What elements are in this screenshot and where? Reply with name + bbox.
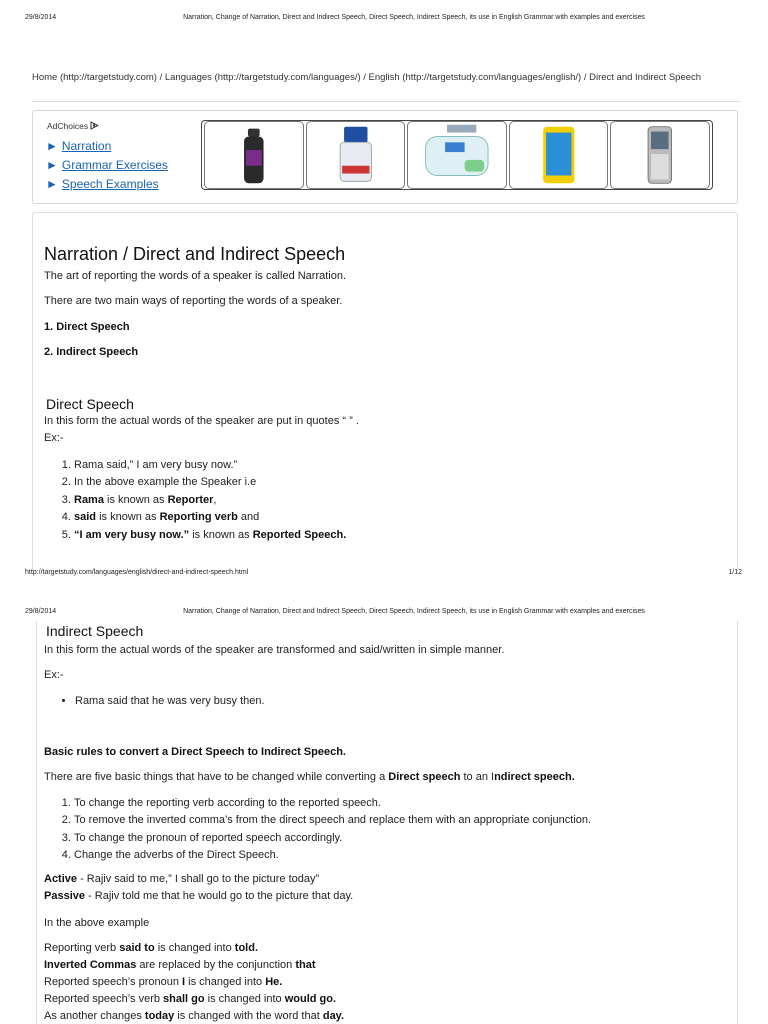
page-number: 1/12 [728,569,742,576]
list-item: 3. Rama is known as Reporter, [74,492,346,509]
change-line: Reported speech’s verb shall go is changed into would go. [44,993,337,1005]
intro-text-2: There are two main ways of reporting the words of a speaker. [44,295,343,307]
direct-examples [44,457,346,544]
rules-list [44,795,591,865]
print-title: Narration, Change of Narration, Direct and Indirect Speech, Direct Speech, Indirect Speech, its use in English Grammar with examples and exercises [183,14,645,21]
smartphone-icon [510,122,608,188]
list-item: 3. To change the pronoun of reported speech accordingly. [74,830,591,847]
list-item: 2. To remove the inverted comma’s from the direct speech and replace them with an appropriate conjunction. [74,812,591,829]
section-heading-direct: Direct Speech [46,396,134,412]
print-footer [0,569,768,581]
rules-intro: There are five basic things that have to be changed while converting a Direct speech to an Indirect speech. [44,771,575,783]
passive-example: Passive - Rajiv told me that he would go to the picture that day. [44,890,354,902]
ad-link-speech-examples[interactable]: ► Speech Examples [46,175,168,194]
adchoices-label[interactable]: AdChoices [47,121,99,131]
adchoices-icon [90,121,99,130]
list-item: 2. Indirect Speech [44,346,139,358]
ad-link-grammar-exercises[interactable]: ► Grammar Exercises [46,156,168,175]
product-phone-yellow[interactable] [509,121,609,189]
print-date: 29/8/2014 [25,608,57,615]
product-water-bottle[interactable] [204,121,304,189]
arrow-icon: ► [46,158,58,172]
purifier-icon [408,122,506,188]
indirect-text: In this form the actual words of the speaker are transformed and said/written in simple manner. [44,644,505,656]
product-carousel [201,120,713,190]
change-line: Reported speech’s pronoun I is changed into He. [44,976,283,988]
list-item: 2. In the above example the Speaker i.e [74,474,346,491]
ad-link-narration[interactable]: ► Narration [46,137,168,156]
list-item: 1. To change the reporting verb according to the reported speech. [74,795,591,812]
print-header [0,608,768,620]
product-water-purifier[interactable] [407,121,507,189]
example-label: Ex:- [44,432,64,444]
page-title: Narration / Direct and Indirect Speech [44,244,346,264]
list-item: 4. Change the adverbs of the Direct Speech. [74,847,591,864]
indirect-examples [44,693,265,710]
list-item: • Rama said that he was very busy then. [75,693,265,710]
list-item: 4. said is known as Reporting verb and [74,509,346,526]
change-line: Reporting verb said to is changed into told. [44,942,259,954]
print-title: Narration, Change of Narration, Direct and Indirect Speech, Direct Speech, Indirect Speech, its use in English Grammar with examples and exercises [183,608,645,615]
ad-links [46,137,168,194]
rules-heading: Basic rules to convert a Direct Speech to Indirect Speech. [44,746,346,758]
change-line: As another changes today is changed with the word that day. [44,1010,345,1022]
direct-text: In this form the actual words of the speaker are put in quotes “ ” . [44,415,359,427]
change-line: Inverted Commas are replaced by the conjunction that [44,959,316,971]
product-cosmetic-jar[interactable] [306,121,406,189]
product-phone-grey[interactable] [610,121,710,189]
arrow-icon: ► [46,139,58,153]
divider [32,101,740,102]
above-example-text: In the above example [44,917,150,929]
list-item: 1. Rama said,” I am very busy now.” [74,457,346,474]
breadcrumb[interactable]: Home (http://targetstudy.com) / Languages (http://targetstudy.com/languages/) / English (http://targetstudy.com/languages/english/) / Direct and Indirect Speech [32,72,702,83]
jar-icon [307,122,405,188]
intro-text: The art of reporting the words of a speaker is called Narration. [44,270,347,282]
bottle-icon [205,122,303,188]
print-header [0,14,768,26]
section-heading-indirect: Indirect Speech [46,623,144,639]
example-label: Ex:- [44,669,64,681]
ad-box [32,110,738,204]
print-url: http://targetstudy.com/languages/english/direct-and-indirect-speech.html [25,569,249,576]
print-date: 29/8/2014 [25,14,57,21]
list-item: 5. “I am very busy now.” is known as Reported Speech. [74,527,346,544]
mobile-phone-icon [611,122,709,188]
active-example: Active - Rajiv said to me,” I shall go to the picture today” [44,873,320,885]
arrow-icon: ► [46,177,58,191]
list-item: 1. Direct Speech [44,321,130,333]
